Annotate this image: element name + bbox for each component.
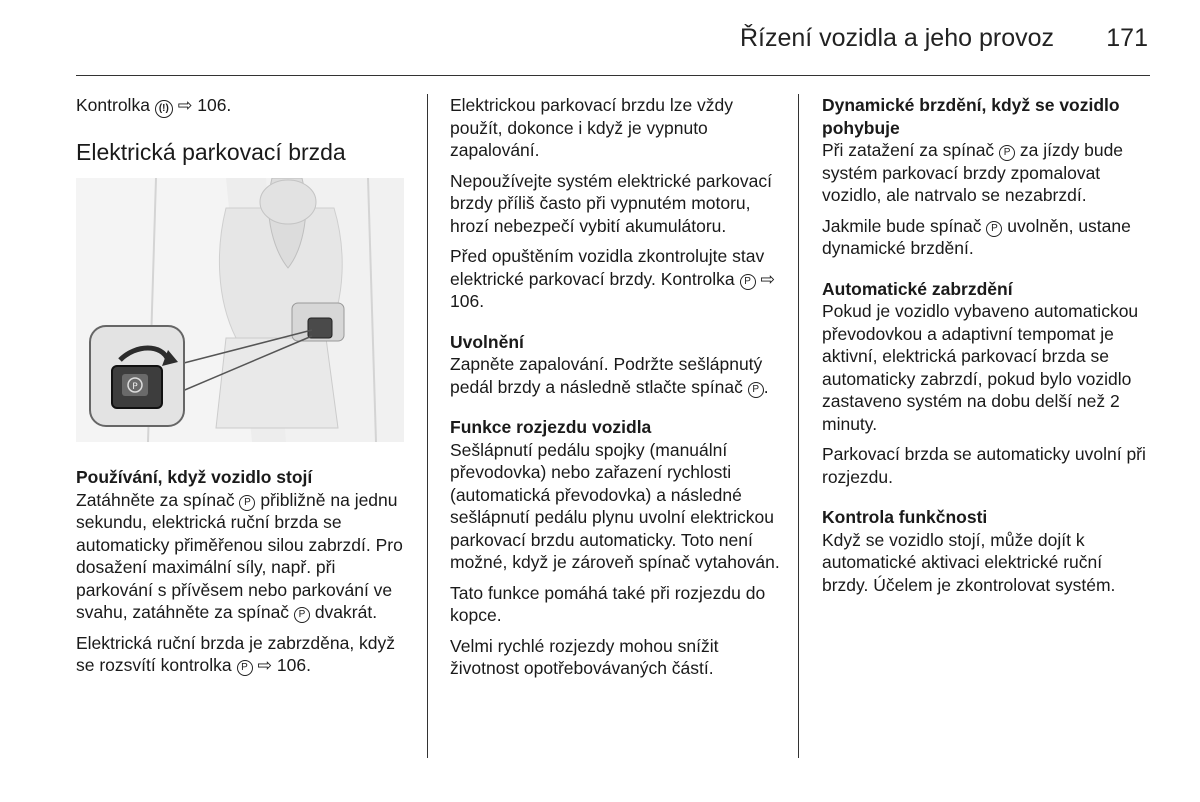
column-2: [450, 94, 780, 688]
parking-brake-switch-icon: P: [239, 495, 255, 511]
page-ref[interactable]: 106.: [450, 291, 485, 311]
page-ref-arrow-icon: ⇨: [257, 655, 273, 675]
parking-brake-switch-icon: P: [294, 607, 310, 623]
paragraph: Nepoužívejte systém elektrické parkovací brzdy příliš často při vypnutém motoru, hrozí nebezpečí vybití akumulátoru.: [450, 170, 772, 236]
column-divider-2: [798, 94, 799, 758]
paragraph: Sešlápnutí pedálu spojky (manuální převodovka) nebo zařazení rychlosti (automatická převodovka) a následné sešlápnutí pedálu plynu uvolní elektrickou parkovací brzdu automaticky. Toto není možné, když je zároveň spínač vytahován.: [450, 439, 780, 572]
parking-brake-switch-icon: P: [999, 145, 1015, 161]
section-heading: Elektrická parkovací brzda: [76, 139, 346, 165]
subheading-drive-away: Funkce rozjezdu vozidla: [450, 417, 652, 437]
paragraph: Před opuštěním vozidla zkontrolujte stav elektrické parkovací brzdy. Kontrolka P ⇨ 106.: [450, 246, 776, 311]
subheading-using-stationary: Používání, když vozidlo stojí: [76, 467, 313, 487]
brake-warning-icon: (!): [155, 100, 173, 118]
parking-brake-indicator-icon: P: [237, 660, 253, 676]
subheading-release: Uvolnění: [450, 331, 524, 352]
paragraph: Parkovací brzda se automaticky uvolní při rozjezdu.: [822, 444, 1146, 487]
intro-line: Kontrolka (!) ⇨ 106.: [76, 94, 408, 118]
page-ref-arrow-icon: ⇨: [760, 268, 776, 289]
paragraph: Při zatažení za spínač P za jízdy bude systém parkovací brzdy zpomalovat vozidlo, ale natrvalo se nezabrzdí.: [822, 140, 1124, 205]
column-1: [76, 94, 408, 685]
paragraph: Elektrickou parkovací brzdu lze vždy použít, dokonce i když je vypnuto zapalování.: [450, 95, 734, 160]
paragraph: Pokud je vozidlo vybaveno automatickou převodovkou a adaptivní tempomat je aktivní, elektrická parkovací brzda se automaticky zabrzdí, pokud bylo vozidlo zastaveno systém na dobu delší než 2 minuty.: [822, 301, 1139, 434]
paragraph: Když se vozidlo stojí, může dojít k automatické aktivaci elektrické ruční brzdy. Účelem je zkontrolovat systém.: [822, 529, 1116, 595]
subheading-dynamic-braking: Dynamické brzdění, když se vozidlo pohybuje: [822, 95, 1120, 138]
page-header: [0, 0, 1200, 78]
page-number: 171: [1106, 24, 1148, 52]
parking-brake-illustration: [76, 178, 404, 442]
page-header-title: Řízení vozidla a jeho provoz: [739, 24, 1054, 52]
header-divider: [76, 75, 1150, 76]
paragraph: Elektrická ruční brzda je zabrzděna, když se rozsvítí kontrolka P ⇨ 106.: [76, 632, 396, 675]
svg-text:P: P: [132, 382, 138, 392]
page-ref-arrow-icon: ⇨: [177, 95, 193, 115]
column-3: [822, 94, 1152, 604]
paragraph: Tato funkce pomáhá také při rozjezdu do kopce.: [450, 582, 766, 625]
parking-brake-switch-icon: P: [986, 221, 1002, 237]
subheading-function-check: Kontrola funkčnosti: [822, 507, 988, 527]
parking-brake-switch-icon: P: [748, 382, 764, 398]
page-ref[interactable]: 106.: [276, 655, 311, 675]
paragraph: Zapněte zapalování. Podržte sešlápnutý pedál brzdy a následně stlačte spínač P .: [450, 354, 769, 397]
paragraph: Jakmile bude spínač P uvolněn, ustane dynamické brzdění.: [822, 215, 1131, 258]
column-divider-1: [427, 94, 428, 758]
page-ref[interactable]: 106.: [197, 95, 232, 115]
paragraph: Zatáhněte za spínač P přibližně na jednu sekundu, elektrická ruční brzda se automaticky přiměřenou silou zabrzdí. Pro dosažení maximální síly, např. při parkování s přívěsem nebo parkování ve svahu, zatáhněte za spínač P dvakrát.: [76, 489, 403, 622]
parking-brake-indicator-icon: P: [740, 274, 756, 290]
paragraph: Velmi rychlé rozjezdy mohou snížit životnost opotřebovávaných částí.: [450, 635, 719, 678]
subheading-automatic-apply: Automatické zabrzdění: [822, 278, 1013, 299]
